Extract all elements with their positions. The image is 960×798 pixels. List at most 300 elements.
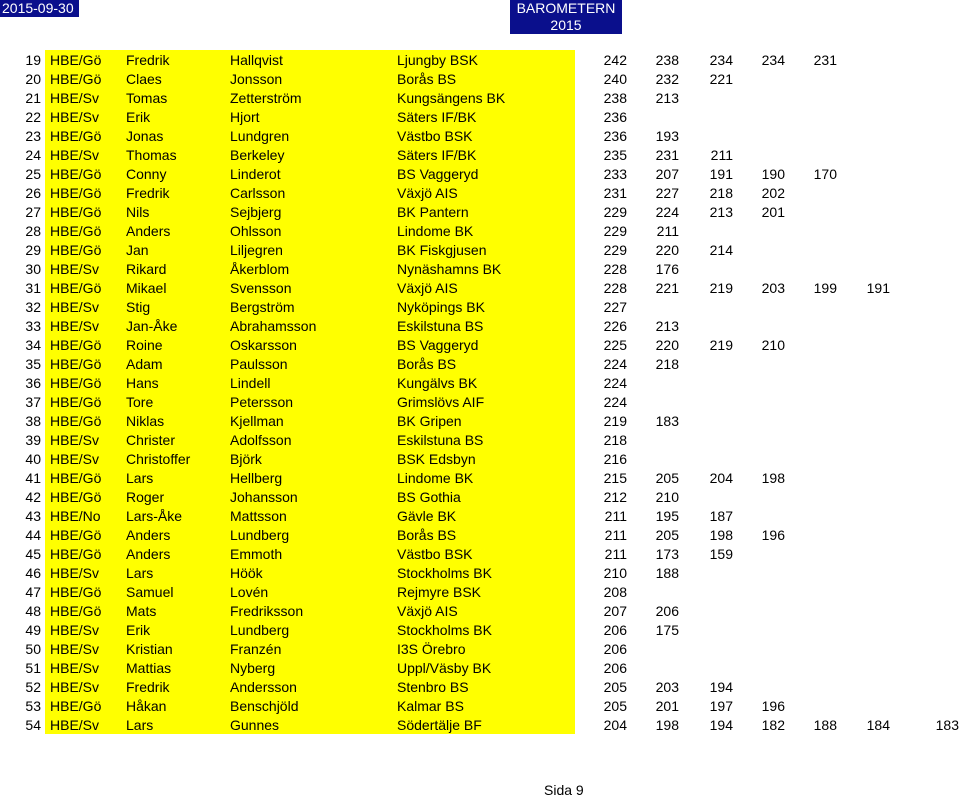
rank-cell: 54 <box>25 716 41 733</box>
club-cell: HBE/Gö <box>45 240 122 259</box>
first-name-cell: Thomas <box>122 145 225 164</box>
rank-cell: 48 <box>25 602 41 619</box>
score-cell: 236 <box>603 127 627 144</box>
organization-cell: Nynäshamns BK <box>392 259 575 278</box>
score-cell <box>786 658 838 677</box>
page-number: Sida 9 <box>544 782 584 798</box>
score-cell <box>786 373 838 392</box>
score-cell <box>680 373 734 392</box>
score-cell: 233 <box>603 165 627 182</box>
score-cell <box>628 639 680 658</box>
score-cell <box>891 297 960 316</box>
score-cell: 211 <box>604 507 627 524</box>
score-cell <box>734 354 786 373</box>
score-cell <box>628 449 680 468</box>
score-cell <box>786 240 838 259</box>
score-cell: 214 <box>709 241 733 258</box>
score-cell <box>680 411 734 430</box>
score-cell <box>838 449 891 468</box>
score-cell <box>891 278 960 297</box>
table-row <box>0 69 960 88</box>
organization-cell: Eskilstuna BS <box>392 316 575 335</box>
score-cell: 206 <box>603 659 627 676</box>
score-cell: 224 <box>603 355 627 372</box>
organization-cell: Västbo BSK <box>392 126 575 145</box>
score-cell <box>680 392 734 411</box>
score-cell <box>838 202 891 221</box>
table-row <box>0 202 960 221</box>
first-name-cell: Jonas <box>122 126 225 145</box>
score-cell: 198 <box>709 526 733 543</box>
last-name-cell: Sejbjerg <box>225 202 392 221</box>
score-cell <box>786 601 838 620</box>
score-cell <box>734 658 786 677</box>
score-cell <box>891 544 960 563</box>
score-cell: 191 <box>709 165 733 182</box>
last-name-cell: Lundberg <box>225 525 392 544</box>
organization-cell: Södertälje BF <box>392 715 575 734</box>
score-cell: 224 <box>655 203 679 220</box>
header-date: 2015-09-30 <box>0 0 79 17</box>
last-name-cell: Johansson <box>225 487 392 506</box>
last-name-cell: Abrahamsson <box>225 316 392 335</box>
score-cell: 170 <box>813 165 837 182</box>
score-cell <box>786 411 838 430</box>
last-name-cell: Carlsson <box>225 183 392 202</box>
score-cell: 220 <box>655 241 679 258</box>
club-cell: HBE/Gö <box>45 373 122 392</box>
score-cell <box>838 677 891 696</box>
organization-cell: BSK Edsbyn <box>392 449 575 468</box>
score-cell <box>628 373 680 392</box>
organization-cell: Grimslövs AIF <box>392 392 575 411</box>
club-cell: HBE/Gö <box>45 696 122 715</box>
club-cell: HBE/No <box>45 506 122 525</box>
last-name-cell: Adolfsson <box>225 430 392 449</box>
score-cell <box>838 145 891 164</box>
rank-cell: 19 <box>25 51 41 68</box>
header-title-line2: 2015 <box>550 17 582 33</box>
score-cell <box>734 430 786 449</box>
score-cell: 194 <box>709 678 733 695</box>
club-cell: HBE/Sv <box>45 107 122 126</box>
first-name-cell: Lars <box>122 715 225 734</box>
rank-cell: 26 <box>25 184 41 201</box>
last-name-cell: Lundgren <box>225 126 392 145</box>
score-cell <box>891 259 960 278</box>
first-name-cell: Jan <box>122 240 225 259</box>
score-cell: 205 <box>603 678 627 695</box>
score-cell <box>786 107 838 126</box>
score-cell <box>628 107 680 126</box>
score-cell <box>891 563 960 582</box>
table-row <box>0 525 960 544</box>
table-row <box>0 544 960 563</box>
last-name-cell: Lundberg <box>225 620 392 639</box>
club-cell: HBE/Sv <box>45 449 122 468</box>
last-name-cell: Fredriksson <box>225 601 392 620</box>
score-cell <box>786 297 838 316</box>
score-cell: 238 <box>603 89 627 106</box>
first-name-cell: Mikael <box>122 278 225 297</box>
score-cell: 206 <box>655 602 679 619</box>
score-cell <box>628 430 680 449</box>
organization-cell: Lindome BK <box>392 468 575 487</box>
first-name-cell: Rikard <box>122 259 225 278</box>
score-cell <box>734 316 786 335</box>
first-name-cell: Anders <box>122 221 225 240</box>
last-name-cell: Mattsson <box>225 506 392 525</box>
table-row <box>0 620 960 639</box>
first-name-cell: Christer <box>122 430 225 449</box>
organization-cell: BK Pantern <box>392 202 575 221</box>
score-cell <box>891 107 960 126</box>
score-cell <box>838 164 891 183</box>
score-cell <box>734 544 786 563</box>
rank-cell: 47 <box>25 583 41 600</box>
score-cell <box>891 506 960 525</box>
last-name-cell: Gunnes <box>225 715 392 734</box>
organization-cell: Borås BS <box>392 525 575 544</box>
score-cell <box>680 449 734 468</box>
organization-cell: Gävle BK <box>392 506 575 525</box>
score-cell: 198 <box>761 469 785 486</box>
rank-cell: 49 <box>25 621 41 638</box>
score-cell <box>786 145 838 164</box>
score-cell: 224 <box>603 393 627 410</box>
table-row <box>0 126 960 145</box>
score-cell: 183 <box>655 412 679 429</box>
score-cell <box>734 392 786 411</box>
club-cell: HBE/Gö <box>45 183 122 202</box>
score-cell <box>786 696 838 715</box>
score-cell: 229 <box>603 241 627 258</box>
score-cell: 224 <box>603 374 627 391</box>
table-row <box>0 449 960 468</box>
score-cell <box>786 620 838 639</box>
last-name-cell: Åkerblom <box>225 259 392 278</box>
first-name-cell: Hans <box>122 373 225 392</box>
rank-cell: 38 <box>25 412 41 429</box>
score-cell <box>680 354 734 373</box>
organization-cell: Kalmar BS <box>392 696 575 715</box>
score-cell: 227 <box>603 298 627 315</box>
score-cell: 201 <box>761 203 785 220</box>
first-name-cell: Nils <box>122 202 225 221</box>
last-name-cell: Höök <box>225 563 392 582</box>
score-cell <box>891 202 960 221</box>
first-name-cell: Niklas <box>122 411 225 430</box>
rank-cell: 33 <box>25 317 41 334</box>
score-cell <box>680 639 734 658</box>
score-cell <box>734 563 786 582</box>
rank-cell: 42 <box>25 488 41 505</box>
rank-cell: 40 <box>25 450 41 467</box>
rank-cell: 28 <box>25 222 41 239</box>
score-cell <box>838 392 891 411</box>
score-cell: 211 <box>604 545 627 562</box>
score-cell <box>734 677 786 696</box>
last-name-cell: Paulsson <box>225 354 392 373</box>
score-cell <box>734 297 786 316</box>
score-cell <box>838 126 891 145</box>
table-row <box>0 164 960 183</box>
score-cell <box>891 658 960 677</box>
score-cell: 198 <box>655 716 679 733</box>
score-cell <box>680 582 734 601</box>
score-cell <box>838 69 891 88</box>
score-cell <box>680 563 734 582</box>
rank-cell: 30 <box>25 260 41 277</box>
score-cell <box>680 658 734 677</box>
score-cell: 196 <box>761 526 785 543</box>
score-cell: 203 <box>761 279 785 296</box>
rank-cell: 24 <box>25 146 41 163</box>
first-name-cell: Fredrik <box>122 50 225 69</box>
rank-cell: 46 <box>25 564 41 581</box>
score-cell <box>786 525 838 544</box>
score-cell <box>734 126 786 145</box>
organization-cell: BS Vaggeryd <box>392 335 575 354</box>
score-cell: 203 <box>655 678 679 695</box>
score-cell: 221 <box>655 279 679 296</box>
score-cell: 205 <box>603 697 627 714</box>
table-row <box>0 221 960 240</box>
score-cell <box>786 126 838 145</box>
score-cell: 208 <box>603 583 627 600</box>
score-cell: 173 <box>655 545 679 562</box>
score-cell <box>838 639 891 658</box>
organization-cell: Säters IF/BK <box>392 145 575 164</box>
club-cell: HBE/Sv <box>45 658 122 677</box>
score-cell: 197 <box>709 697 733 714</box>
club-cell: HBE/Sv <box>45 88 122 107</box>
score-cell: 199 <box>813 279 837 296</box>
score-cell <box>838 183 891 202</box>
last-name-cell: Benschjöld <box>225 696 392 715</box>
score-cell <box>891 69 960 88</box>
score-cell <box>786 430 838 449</box>
club-cell: HBE/Gö <box>45 202 122 221</box>
club-cell: HBE/Sv <box>45 259 122 278</box>
rank-cell: 50 <box>25 640 41 657</box>
score-cell: 228 <box>603 260 627 277</box>
organization-cell: Kungälvs BK <box>392 373 575 392</box>
score-cell <box>786 468 838 487</box>
score-cell <box>891 677 960 696</box>
table-row <box>0 715 960 734</box>
score-cell: 213 <box>709 203 733 220</box>
score-cell <box>734 88 786 107</box>
last-name-cell: Lindell <box>225 373 392 392</box>
score-cell <box>838 487 891 506</box>
score-cell <box>891 335 960 354</box>
score-cell: 234 <box>761 51 785 68</box>
score-cell <box>838 88 891 107</box>
first-name-cell: Mattias <box>122 658 225 677</box>
score-cell <box>680 107 734 126</box>
score-cell <box>786 392 838 411</box>
table-row <box>0 316 960 335</box>
last-name-cell: Hjort <box>225 107 392 126</box>
score-cell <box>734 639 786 658</box>
score-cell <box>838 525 891 544</box>
header-title <box>510 0 622 34</box>
club-cell: HBE/Gö <box>45 69 122 88</box>
score-cell <box>891 392 960 411</box>
last-name-cell: Nyberg <box>225 658 392 677</box>
rank-cell: 44 <box>25 526 41 543</box>
score-cell <box>891 449 960 468</box>
first-name-cell: Mats <box>122 601 225 620</box>
score-cell <box>786 202 838 221</box>
score-cell: 231 <box>655 146 679 163</box>
score-cell: 183 <box>935 716 959 733</box>
last-name-cell: Björk <box>225 449 392 468</box>
organization-cell: BK Fiskgjusen <box>392 240 575 259</box>
score-cell <box>891 696 960 715</box>
score-cell: 219 <box>603 412 627 429</box>
score-cell: 193 <box>655 127 679 144</box>
score-cell <box>838 563 891 582</box>
table-row <box>0 297 960 316</box>
table-row <box>0 506 960 525</box>
rank-cell: 31 <box>25 279 41 296</box>
club-cell: HBE/Sv <box>45 677 122 696</box>
score-cell <box>838 620 891 639</box>
rank-cell: 25 <box>25 165 41 182</box>
organization-cell: Stockholms BK <box>392 620 575 639</box>
last-name-cell: Svensson <box>225 278 392 297</box>
rank-cell: 37 <box>25 393 41 410</box>
score-cell <box>680 88 734 107</box>
first-name-cell: Tore <box>122 392 225 411</box>
club-cell: HBE/Gö <box>45 601 122 620</box>
score-cell: 236 <box>603 108 627 125</box>
score-cell <box>734 601 786 620</box>
club-cell: HBE/Gö <box>45 335 122 354</box>
score-cell: 238 <box>655 51 679 68</box>
club-cell: HBE/Gö <box>45 525 122 544</box>
score-cell <box>891 316 960 335</box>
organization-cell: Säters IF/BK <box>392 107 575 126</box>
table-row <box>0 354 960 373</box>
score-cell <box>838 582 891 601</box>
club-cell: HBE/Sv <box>45 145 122 164</box>
score-cell: 206 <box>603 621 627 638</box>
first-name-cell: Kristian <box>122 639 225 658</box>
score-cell <box>838 544 891 563</box>
score-cell <box>680 620 734 639</box>
score-cell: 219 <box>709 279 733 296</box>
score-cell: 205 <box>655 469 679 486</box>
score-cell <box>891 620 960 639</box>
score-cell: 227 <box>655 184 679 201</box>
table-row <box>0 658 960 677</box>
club-cell: HBE/Gö <box>45 582 122 601</box>
rank-cell: 27 <box>25 203 41 220</box>
score-cell: 210 <box>761 336 785 353</box>
score-cell <box>680 259 734 278</box>
score-cell: 228 <box>603 279 627 296</box>
score-cell <box>734 145 786 164</box>
rank-cell: 32 <box>25 298 41 315</box>
score-cell: 176 <box>655 260 679 277</box>
score-cell <box>680 487 734 506</box>
last-name-cell: Hellberg <box>225 468 392 487</box>
club-cell: HBE/Sv <box>45 316 122 335</box>
first-name-cell: Tomas <box>122 88 225 107</box>
score-cell: 205 <box>655 526 679 543</box>
score-cell <box>838 430 891 449</box>
score-cell: 206 <box>603 640 627 657</box>
score-cell <box>628 658 680 677</box>
score-cell <box>838 601 891 620</box>
score-cell <box>891 373 960 392</box>
first-name-cell: Fredrik <box>122 183 225 202</box>
score-cell: 216 <box>603 450 627 467</box>
table-row <box>0 335 960 354</box>
score-cell: 191 <box>866 279 890 296</box>
club-cell: HBE/Sv <box>45 639 122 658</box>
organization-cell: Borås BS <box>392 69 575 88</box>
table-row <box>0 487 960 506</box>
first-name-cell: Christoffer <box>122 449 225 468</box>
score-cell <box>786 88 838 107</box>
score-cell: 213 <box>655 317 679 334</box>
club-cell: HBE/Sv <box>45 620 122 639</box>
score-cell: 229 <box>603 222 627 239</box>
score-cell: 240 <box>603 70 627 87</box>
table-row <box>0 582 960 601</box>
score-cell <box>680 297 734 316</box>
score-cell: 194 <box>709 716 733 733</box>
first-name-cell: Lars-Åke <box>122 506 225 525</box>
table-row <box>0 107 960 126</box>
score-cell <box>628 392 680 411</box>
first-name-cell: Adam <box>122 354 225 373</box>
score-cell: 218 <box>603 431 627 448</box>
score-cell <box>891 525 960 544</box>
rank-cell: 20 <box>25 70 41 87</box>
score-cell <box>891 601 960 620</box>
organization-cell: Stockholms BK <box>392 563 575 582</box>
score-cell <box>891 145 960 164</box>
organization-cell: Ljungby BSK <box>392 50 575 69</box>
rank-cell: 36 <box>25 374 41 391</box>
score-cell <box>838 658 891 677</box>
table-row <box>0 468 960 487</box>
organization-cell: Nyköpings BK <box>392 297 575 316</box>
first-name-cell: Claes <box>122 69 225 88</box>
score-cell <box>786 487 838 506</box>
table-row <box>0 563 960 582</box>
club-cell: HBE/Gö <box>45 354 122 373</box>
table-row <box>0 411 960 430</box>
score-cell: 182 <box>761 716 785 733</box>
first-name-cell: Stig <box>122 297 225 316</box>
score-cell <box>838 373 891 392</box>
table-row <box>0 88 960 107</box>
score-cell <box>891 487 960 506</box>
organization-cell: Borås BS <box>392 354 575 373</box>
organization-cell: BK Gripen <box>392 411 575 430</box>
table-row <box>0 278 960 297</box>
score-cell <box>680 126 734 145</box>
score-cell <box>786 639 838 658</box>
club-cell: HBE/Gö <box>45 221 122 240</box>
first-name-cell: Roger <box>122 487 225 506</box>
